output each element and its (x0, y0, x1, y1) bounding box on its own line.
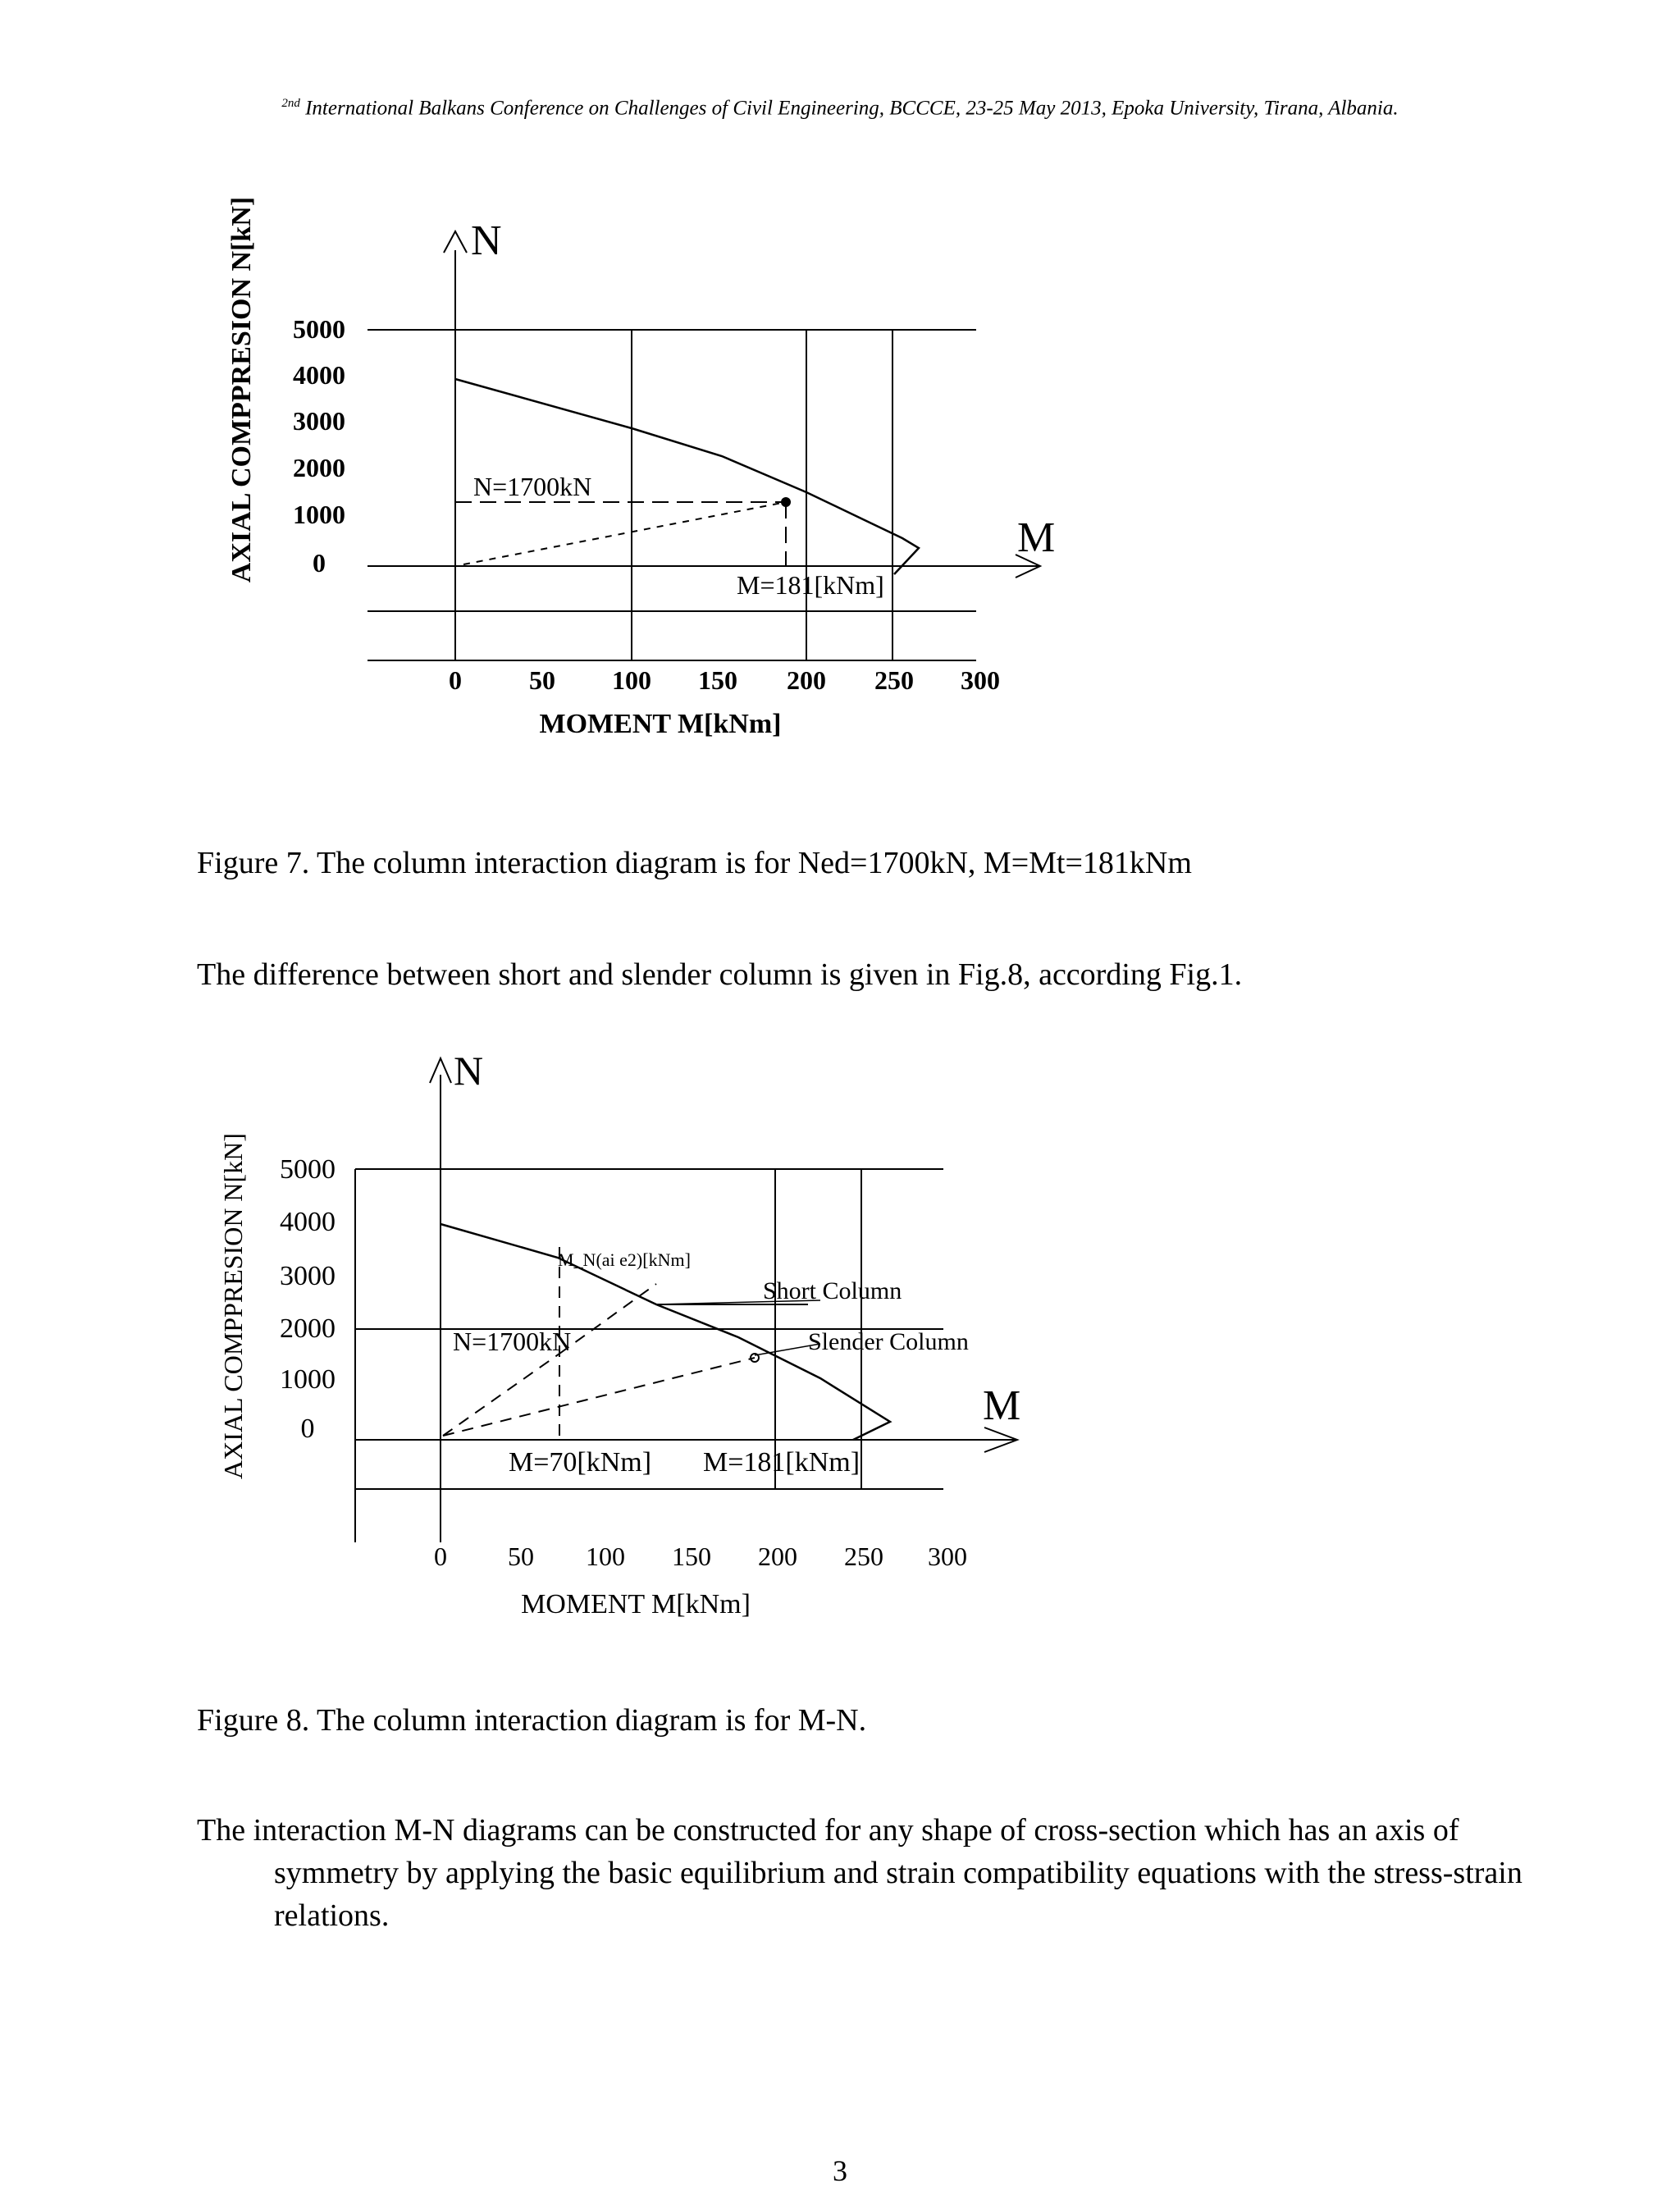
figure-7-caption: Figure 7. The column interaction diagram is for Ned=1700kN, M=Mt=181kNm (197, 846, 1192, 880)
y-tick: 3000 (293, 406, 345, 436)
header-suffix: nd (287, 97, 300, 110)
x-tick: 250 (844, 1542, 883, 1571)
short-load-path (443, 1354, 559, 1436)
x-tick: 100 (586, 1542, 625, 1571)
y-tick: 5000 (280, 1154, 336, 1185)
y-axis-title: AXIAL COMPPRESION N[kN] (218, 1133, 248, 1479)
figure-7-diagram (0, 197, 1148, 771)
x-tick: 150 (698, 665, 737, 695)
load-path (463, 502, 786, 564)
header-ordinal: 2 (281, 97, 288, 110)
y-tick: 3000 (280, 1261, 336, 1291)
m-axis-label: M (1017, 514, 1056, 561)
n-axis-label: N (471, 217, 502, 264)
x-tick: 300 (961, 665, 1000, 695)
x-tick: 100 (612, 665, 651, 695)
y-tick: 1000 (280, 1364, 336, 1395)
x-tick: 300 (928, 1542, 967, 1571)
x-tick-labels (434, 1542, 967, 1571)
figure-8-diagram (0, 1030, 1148, 1620)
y-tick: 1000 (293, 500, 345, 529)
x-tick: 50 (508, 1542, 534, 1571)
header-ordinal-suffix (281, 97, 300, 110)
x-tick: 50 (529, 665, 555, 695)
header-text: International Balkans Conference on Challenges of Civil Engineering, BCCCE, 23-25 May 2013, Epoka University, Tirana, Albania. (299, 97, 1399, 120)
y-tick-labels (280, 1154, 336, 1444)
running-header (0, 97, 1680, 120)
x-tick-labels (449, 665, 1000, 695)
small-label: M_N(ai e2)[kNm] (558, 1249, 691, 1270)
n-axis-arrow (444, 231, 467, 253)
m-slender-annotation: M=181[kNm] (703, 1447, 861, 1478)
x-tick: 200 (758, 1542, 797, 1571)
n-axis-label: N (454, 1048, 484, 1094)
page-number: 3 (833, 2154, 847, 2187)
y-tick: 0 (300, 1414, 315, 1444)
m-annotation: M=181[kNm] (737, 570, 884, 600)
n-annotation: N=1700kN (453, 1327, 572, 1356)
second-order-path (559, 1284, 656, 1354)
paragraph-2: The interaction M-N diagrams can be constructed for any shape of cross-section which has an axis of symmetry by applying the basic equilibrium and strain compatibility equations with the stress-strain relations. (197, 1813, 1522, 1933)
n-annotation: N=1700kN (473, 472, 592, 501)
y-axis-title: AXIAL COMPPRESION N[kN] (226, 197, 257, 583)
x-axis-title: MOMENT M[kNm] (521, 1589, 751, 1619)
y-tick: 0 (313, 548, 326, 578)
design-point (781, 497, 791, 507)
y-tick-labels (293, 314, 345, 578)
m-short-annotation: M=70[kNm] (509, 1447, 652, 1478)
x-tick: 200 (787, 665, 826, 695)
y-tick: 2000 (280, 1313, 336, 1344)
x-tick: 0 (449, 665, 462, 695)
m-axis-label: M (983, 1382, 1021, 1429)
x-tick: 250 (874, 665, 914, 695)
slender-load-path (443, 1358, 755, 1436)
x-tick: 0 (434, 1542, 447, 1571)
x-tick: 150 (672, 1542, 711, 1571)
y-tick: 2000 (293, 453, 345, 482)
y-tick: 4000 (293, 360, 345, 390)
y-tick: 5000 (293, 314, 345, 344)
paragraph-1: The difference between short and slender column is given in Fig.8, according Fig.1. (197, 957, 1243, 992)
figure-8-caption: Figure 8. The column interaction diagram is for M-N. (197, 1703, 867, 1738)
short-column-label: Short Column (763, 1277, 902, 1304)
x-axis-title: MOMENT M[kNm] (539, 709, 782, 739)
y-tick: 4000 (280, 1207, 336, 1237)
slender-column-label: Slender Column (808, 1328, 969, 1355)
